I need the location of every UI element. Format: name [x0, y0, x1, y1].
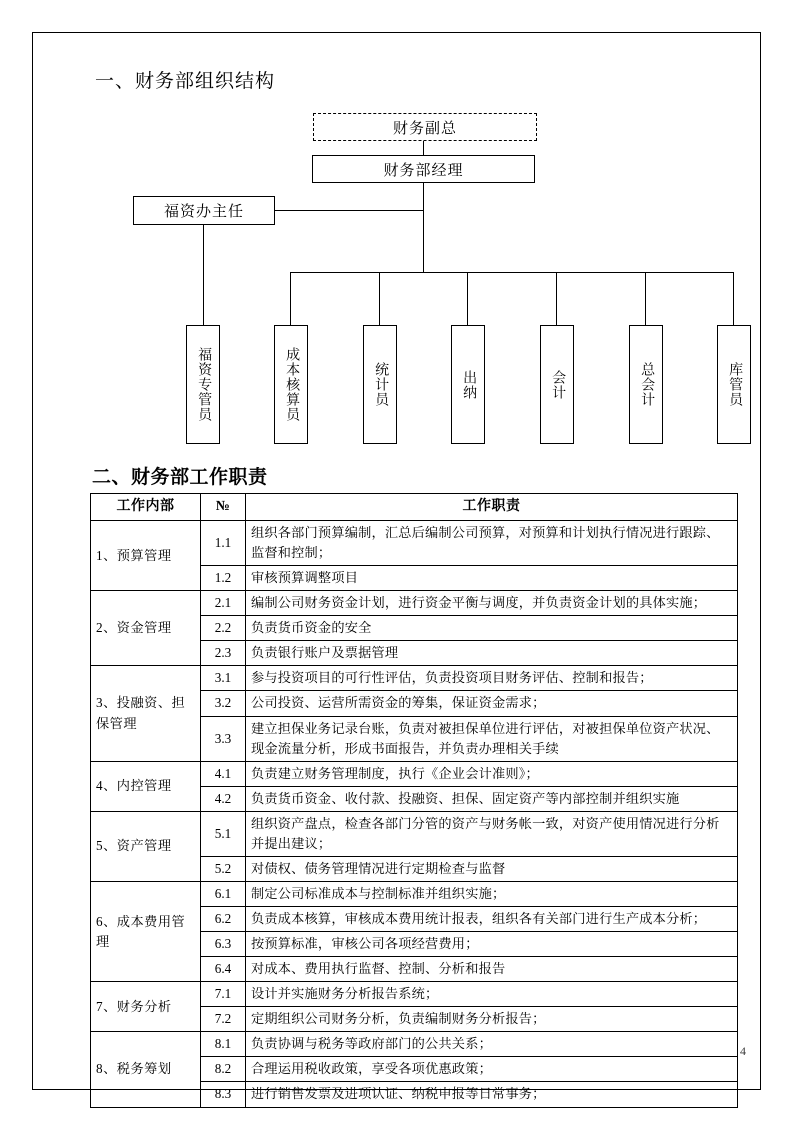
table-row [91, 666, 738, 691]
org-node-staff-accountant [540, 325, 574, 444]
cell-no: 1.2 [201, 566, 246, 591]
connector-vp-to-manager [423, 141, 424, 155]
cell-duty: 按预算标准，审核公司各项经营费用； [246, 932, 738, 957]
duties-table [90, 493, 738, 1108]
connector-drop-statistician [379, 272, 380, 325]
cell-duty: 定期组织公司财务分析，负责编制财务分析报告； [246, 1007, 738, 1032]
cell-no: 8.2 [201, 1057, 246, 1082]
org-node-staff-label: 库管员 [727, 362, 743, 407]
cell-duty: 负责货币资金的安全 [246, 616, 738, 641]
section-heading-org-structure: 一、财务部组织结构 [95, 71, 276, 92]
cell-duty: 负责建立财务管理制度，执行《企业会计准则》； [246, 761, 738, 786]
cell-category: 1、预算管理 [91, 521, 201, 591]
connector-manager-trunk [423, 183, 424, 273]
connector-drop-cost [290, 272, 291, 325]
org-node-staff-chief-accountant [629, 325, 663, 444]
cell-category: 8、税务筹划 [91, 1032, 201, 1107]
cell-no: 8.1 [201, 1032, 246, 1057]
cell-no: 5.1 [201, 811, 246, 856]
cell-no: 2.3 [201, 641, 246, 666]
section-heading-duties: 二、财务部工作职责 [92, 467, 268, 488]
org-node-staff-label: 出纳 [461, 369, 477, 400]
org-node-department-manager: 财务部经理 [312, 155, 535, 183]
connector-drop-accountant [556, 272, 557, 325]
cell-no: 6.1 [201, 881, 246, 906]
org-node-staff-cashier [451, 325, 485, 444]
cell-no: 6.3 [201, 932, 246, 957]
cell-category: 4、内控管理 [91, 761, 201, 811]
cell-duty: 对债权、债务管理情况进行定期检查与监督 [246, 856, 738, 881]
cell-no: 2.1 [201, 591, 246, 616]
cell-duty: 负责协调与税务等政府部门的公共关系； [246, 1032, 738, 1057]
cell-no: 7.1 [201, 982, 246, 1007]
column-header-duty: 工作职责 [246, 494, 738, 521]
cell-no: 1.1 [201, 521, 246, 566]
cell-category: 7、财务分析 [91, 982, 201, 1032]
cell-no: 6.2 [201, 907, 246, 932]
table-row [91, 1032, 738, 1057]
connector-staff-bus [290, 272, 734, 273]
table-header-row [91, 494, 738, 521]
cell-duty: 组织各部门预算编制，汇总后编制公司预算，对预算和计划执行情况进行跟踪、监督和控制； [246, 521, 738, 566]
cell-category: 6、成本费用管理 [91, 881, 201, 981]
cell-no: 7.2 [201, 1007, 246, 1032]
connector-drop-chief-accountant [645, 272, 646, 325]
cell-no: 3.2 [201, 691, 246, 716]
cell-duty: 负责成本核算，审核成本费用统计报表，组织各有关部门进行生产成本分析； [246, 907, 738, 932]
cell-no: 8.3 [201, 1082, 246, 1107]
org-chart [0, 0, 793, 460]
table-row [91, 761, 738, 786]
cell-duty: 负责货币资金、收付款、投融资、担保、固定资产等内部控制并组织实施 [246, 786, 738, 811]
org-node-staff-label: 会计 [550, 369, 566, 400]
table-row [91, 881, 738, 906]
org-node-staff-label: 总会计 [639, 362, 655, 407]
cell-duty: 审核预算调整项目 [246, 566, 738, 591]
cell-category: 5、资产管理 [91, 811, 201, 881]
table-row [91, 982, 738, 1007]
cell-category: 2、资金管理 [91, 591, 201, 666]
page-number: 4 [740, 1044, 746, 1058]
table-row [91, 811, 738, 856]
cell-duty: 编制公司财务资金计划，进行资金平衡与调度，并负责资金计划的具体实施； [246, 591, 738, 616]
cell-no: 3.1 [201, 666, 246, 691]
cell-no: 2.2 [201, 616, 246, 641]
org-node-staff-label: 统计员 [373, 362, 389, 407]
org-node-vice-president: 财务副总 [313, 113, 537, 141]
cell-duty: 负责银行账户及票据管理 [246, 641, 738, 666]
cell-no: 6.4 [201, 957, 246, 982]
cell-no: 4.1 [201, 761, 246, 786]
org-node-staff-label: 成本核算员 [284, 347, 300, 422]
cell-duty: 设计并实施财务分析报告系统； [246, 982, 738, 1007]
cell-no: 3.3 [201, 716, 246, 761]
connector-welfare-to-staff [203, 225, 204, 325]
table-row [91, 521, 738, 566]
org-node-staff-cost-accountant [274, 325, 308, 444]
cell-duty: 对成本、费用执行监督、控制、分析和报告 [246, 957, 738, 982]
cell-duty: 参与投资项目的可行性评估，负责投资项目财务评估、控制和报告； [246, 666, 738, 691]
table-row [91, 591, 738, 616]
connector-welfare-to-trunk [275, 210, 424, 211]
cell-duty: 公司投资、运营所需资金的筹集，保证资金需求； [246, 691, 738, 716]
connector-drop-cashier [467, 272, 468, 325]
cell-duty: 制定公司标准成本与控制标准并组织实施； [246, 881, 738, 906]
cell-duty: 合理运用税收政策，享受各项优惠政策； [246, 1057, 738, 1082]
cell-no: 5.2 [201, 856, 246, 881]
org-node-staff-statistician [363, 325, 397, 444]
cell-duty: 进行销售发票及进项认证、纳税申报等日常事务； [246, 1082, 738, 1107]
cell-no: 4.2 [201, 786, 246, 811]
org-node-staff-warehouse-keeper [717, 325, 751, 444]
org-node-staff-label: 福资专管员 [196, 347, 212, 422]
cell-duty: 建立担保业务记录台账，负责对被担保单位进行评估，对被担保单位资产状况、现金流量分析，形成书面报告，并负责办理相关手续 [246, 716, 738, 761]
connector-drop-warehouse [733, 272, 734, 325]
column-header-no: № [201, 494, 246, 521]
cell-duty: 组织资产盘点，检查各部门分管的资产与财务帐一致，对资产使用情况进行分析并提出建议； [246, 811, 738, 856]
org-node-staff-welfare-specialist [186, 325, 220, 444]
cell-category: 3、投融资、担保管理 [91, 666, 201, 761]
column-header-category: 工作内部 [91, 494, 201, 521]
org-node-welfare-office-director: 福资办主任 [133, 196, 275, 225]
